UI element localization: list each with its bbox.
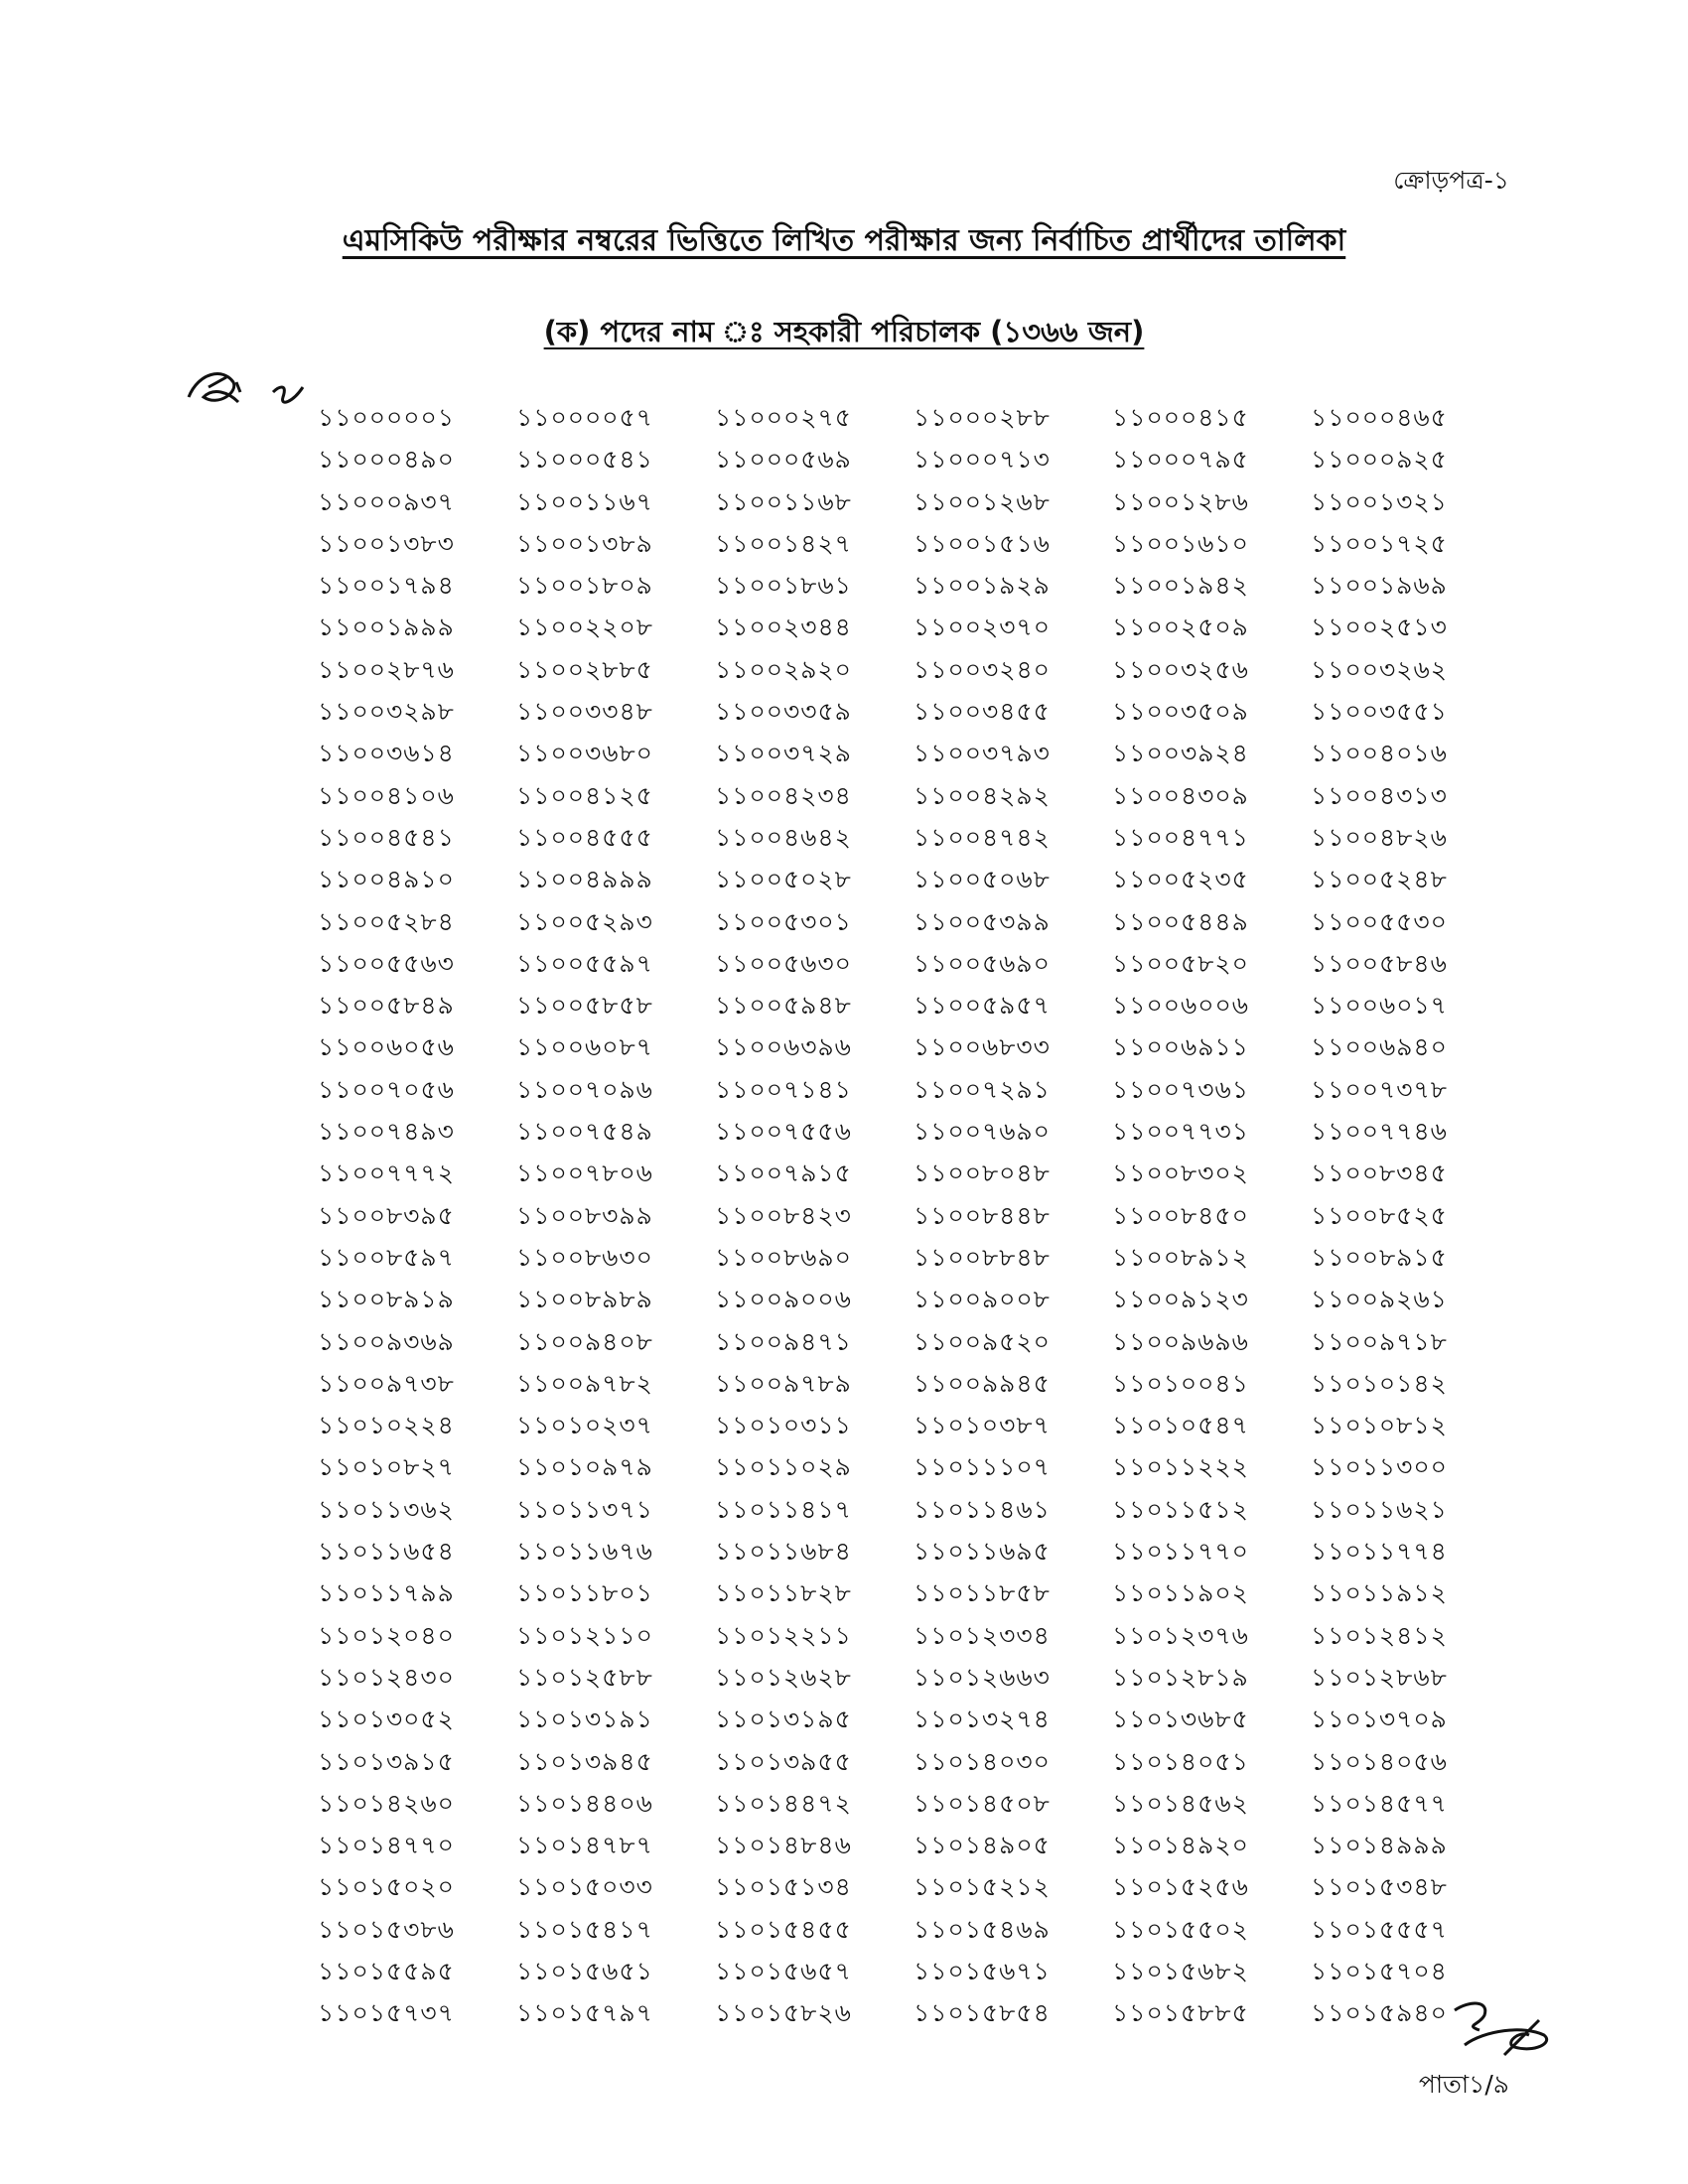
roll-number: ১১০০৭৩৬১: [1112, 1074, 1249, 1104]
roll-number: ১১০১৫৩৪৮: [1311, 1872, 1448, 1902]
roll-number: ১১০০৭৩৭৮: [1311, 1074, 1448, 1104]
roll-number: ১১০০৮৯১৯: [318, 1285, 455, 1314]
roll-number: ১১০০৭৭৩১: [1112, 1117, 1249, 1147]
roll-number: ১১০০৬০১৭: [1311, 991, 1448, 1021]
roll-number: ১১০০০৫৬৯: [715, 445, 852, 475]
annex-label: ক্রোড়পত্র-১: [1393, 166, 1509, 195]
roll-number: ১১০০৩৫৫১: [1311, 697, 1448, 727]
roll-number: ১১০১৫০২০: [318, 1872, 455, 1902]
roll-number: ১১০১৩১৯১: [516, 1705, 653, 1734]
roll-number: ১১০০৫৫৬৩: [318, 948, 455, 978]
roll-number: ১১০০৩৬৮০: [516, 739, 653, 768]
roll-number: ১১০০৪৯৯৯: [516, 865, 653, 894]
roll-number: ১১০০৪৬৪২: [715, 822, 852, 852]
roll-number: ১১০০১৪২৭: [715, 528, 852, 558]
roll-number: ১১০১২২১১: [715, 1620, 852, 1650]
roll-number: ১১০০৯৩৬৯: [318, 1326, 455, 1356]
roll-number: ১১০১০৮২৭: [318, 1452, 455, 1482]
roll-number: ১১০০৫৩৯৯: [914, 906, 1051, 936]
roll-number: ১১০০১২৬৮: [914, 486, 1051, 516]
roll-number: ১১০০৯৬৯৬: [1112, 1326, 1249, 1356]
roll-number: ১১০১০১৪২: [1311, 1368, 1448, 1398]
roll-number: ১১০০৭৬৯০: [914, 1117, 1051, 1147]
roll-number: ১১০০৫৮২০: [1112, 948, 1249, 978]
roll-number: ১১০১৪০৫১: [1112, 1746, 1249, 1776]
roll-number: ১১০০০৯৩৭: [318, 486, 455, 516]
roll-number: ১১০১৪৫৬২: [1112, 1788, 1249, 1818]
roll-number: ১১০১৫৩৮৬: [318, 1914, 455, 1944]
roll-number: ১১০১২৬৬৩: [914, 1662, 1051, 1692]
roll-number: ১১০০২৮৭৬: [318, 654, 455, 684]
roll-number: ১১০০৮৯১২: [1112, 1242, 1249, 1272]
roll-number: ১১০১৩০৫২: [318, 1705, 455, 1734]
roll-number: ১১০০৩২৪০: [914, 654, 1051, 684]
roll-number: ১১০১৫৪৫৫: [715, 1914, 852, 1944]
roll-number: ১১০১৪২৬০: [318, 1788, 455, 1818]
roll-number: ১১০০০২৭৫: [715, 403, 852, 432]
roll-number: ১১০০৭৯১৫: [715, 1159, 852, 1188]
roll-number: ১১০০১২৮৬: [1112, 486, 1249, 516]
roll-number: ১১০০১৯৯৯: [318, 613, 455, 642]
roll-number: ১১০১১৪৬১: [914, 1494, 1051, 1524]
roll-number: ১১০০৮৮৪৮: [914, 1242, 1051, 1272]
roll-number: ১১০১১৭৭৪: [1311, 1537, 1448, 1567]
roll-number: ১১০১২৫৮৮: [516, 1662, 653, 1692]
roll-number: ১১০০৫২৪৮: [1311, 865, 1448, 894]
roll-number: ১১০০০৯২৫: [1311, 445, 1448, 475]
roll-number: ১১০০১৩৮৩: [318, 528, 455, 558]
roll-number: ১১০০৭৭৭২: [318, 1159, 455, 1188]
roll-number: ১১০০২৫১৩: [1311, 613, 1448, 642]
roll-number: ১১০০৪৫৪১: [318, 822, 455, 852]
roll-number: ১১০১০৯৭৯: [516, 1452, 653, 1482]
roll-number: ১১০০১৭২৫: [1311, 528, 1448, 558]
roll-number: ১১০০১৩৮৯: [516, 528, 653, 558]
roll-number: ১১০০৮৪৪৮: [914, 1200, 1051, 1230]
roll-number: ১১০১২৩৩৪: [914, 1620, 1051, 1650]
roll-number: ১১০১১৭৯৯: [318, 1578, 455, 1608]
roll-number: ১১০০১৯৪২: [1112, 571, 1249, 601]
roll-number: ১১০০৬০০৬: [1112, 991, 1249, 1021]
roll-number: ১১০০৫৫৩০: [1311, 906, 1448, 936]
roll-number: ১১০০৫০৬৮: [914, 865, 1051, 894]
roll-number: ১১০০৮৫২৫: [1311, 1200, 1448, 1230]
document-title: [0, 216, 1688, 267]
roll-number: ১১০০৪৫৫৫: [516, 822, 653, 852]
roll-number: ১১০০১৯২৯: [914, 571, 1051, 601]
roll-number: ১১০১৪৯৯৯: [1311, 1831, 1448, 1860]
roll-number: ১১০১৪৮৪৬: [715, 1831, 852, 1860]
roll-number: ১১০১২১১০: [516, 1620, 653, 1650]
roll-number: ১১০০৪৮২৬: [1311, 822, 1448, 852]
roll-number: ১১০০২৩৪৪: [715, 613, 852, 642]
roll-number: ১১০০৩২৯৮: [318, 697, 455, 727]
roll-number: ১১০০৪১০৬: [318, 780, 455, 810]
roll-number: ১১০১৩৭০৯: [1311, 1705, 1448, 1734]
page-number: পাতা১/৯: [1418, 2070, 1509, 2099]
roll-number: ১১০০৫০২৮: [715, 865, 852, 894]
roll-number: ১১০০৭৭৪৬: [1311, 1117, 1448, 1147]
roll-number: ১১০০০০০১: [318, 403, 455, 432]
roll-number: ১১০০১১৬৮: [715, 486, 852, 516]
roll-number: ১১০০৫৬৩০: [715, 948, 852, 978]
roll-number: ১১০১০২২৪: [318, 1411, 455, 1440]
roll-number: ১১০০৮৯১৫: [1311, 1242, 1448, 1272]
roll-number: ১১০১১৮২৮: [715, 1578, 852, 1608]
roll-number: ১১০১৪০৩০: [914, 1746, 1051, 1776]
roll-number: ১১০১২৪৩০: [318, 1662, 455, 1692]
roll-number: ১১০০৪৩১৩: [1311, 780, 1448, 810]
roll-number: ১১০০৮৪২৩: [715, 1200, 852, 1230]
roll-number: ১১০০০৪৬৫: [1311, 403, 1448, 432]
roll-number: ১১০০৮৯৮৯: [516, 1285, 653, 1314]
roll-number: ১১০১৫৫৫৭: [1311, 1914, 1448, 1944]
roll-number: ১১০০৪৯১০: [318, 865, 455, 894]
roll-number: ১১০০৮৫৯৭: [318, 1242, 455, 1272]
roll-number: ১১০১১৬৯৫: [914, 1537, 1051, 1567]
roll-number: ১১০০৭১৪১: [715, 1074, 852, 1104]
handwritten-initial-top: [179, 352, 328, 422]
roll-number: ১১০০৫৯৪৮: [715, 991, 852, 1021]
roll-number: ১১০০৮৩৪৫: [1311, 1159, 1448, 1188]
roll-number: ১১০১৫৭৯৭: [516, 1998, 653, 2028]
roll-number: ১১০০৬৯৪০: [1311, 1032, 1448, 1062]
roll-number: ১১০০৩৬১৪: [318, 739, 455, 768]
roll-number-grid: [318, 397, 1509, 2035]
roll-number: ১১০০৭৫৫৬: [715, 1117, 852, 1147]
roll-number: ১১০০৯৭৩৮: [318, 1368, 455, 1398]
roll-number: ১১০০১৮৬১: [715, 571, 852, 601]
roll-number: ১১০১৫৬৫১: [516, 1956, 653, 1985]
roll-number: ১১০০৯৪০৮: [516, 1326, 653, 1356]
roll-number: ১১০০৫৯৫৭: [914, 991, 1051, 1021]
roll-number: ১১০০৮৩৯৫: [318, 1200, 455, 1230]
roll-number: ১১০১২০৪০: [318, 1620, 455, 1650]
roll-number: ১১০০০৪১৫: [1112, 403, 1249, 432]
roll-number: ১১০০১৮০৯: [516, 571, 653, 601]
roll-number: ১১০১৩৯১৫: [318, 1746, 455, 1776]
roll-number: ১১০১১৮০১: [516, 1578, 653, 1608]
roll-number: ১১০০৩৪৫৫: [914, 697, 1051, 727]
roll-number: ১১০১৫১৩৪: [715, 1872, 852, 1902]
roll-number: ১১০০৪৩০৯: [1112, 780, 1249, 810]
roll-number: ১১০০৩২৫৬: [1112, 654, 1249, 684]
roll-number: ১১০১১৬২১: [1311, 1494, 1448, 1524]
roll-number: ১১০০১৯৬৯: [1311, 571, 1448, 601]
roll-number: ১১০১১৩৬২: [318, 1494, 455, 1524]
roll-number: ১১০০০৭১৩: [914, 445, 1051, 475]
roll-number: ১১০০৭৫৪৯: [516, 1117, 653, 1147]
roll-number: ১১০১১৩০০: [1311, 1452, 1448, 1482]
roll-number: ১১০১৫৪১৭: [516, 1914, 653, 1944]
roll-number: ১১০০৯৭৮২: [516, 1368, 653, 1398]
roll-number: ১১০১৫০৩৩: [516, 1872, 653, 1902]
roll-number: ১১০১৫৭৩৭: [318, 1998, 455, 2028]
post-subtitle: [0, 310, 1688, 358]
roll-number: ১১০১৩৯৫৫: [715, 1746, 852, 1776]
roll-number: ১১০০৫৬৯০: [914, 948, 1051, 978]
roll-number: ১১০১৫৫০২: [1112, 1914, 1249, 1944]
roll-number: ১১০১৫২৫৬: [1112, 1872, 1249, 1902]
roll-number: ১১০০৯৫২০: [914, 1326, 1051, 1356]
roll-number: ১১০০৬৯১১: [1112, 1032, 1249, 1062]
roll-number: ১১০১১২২২: [1112, 1452, 1249, 1482]
roll-number: ১১০১৩৯৪৫: [516, 1746, 653, 1776]
roll-number: ১১০১৩২৭৪: [914, 1705, 1051, 1734]
roll-number: ১১০০০৪৯০: [318, 445, 455, 475]
roll-number: ১১০১৪৭৭০: [318, 1831, 455, 1860]
roll-number: ১১০০৭২৯১: [914, 1074, 1051, 1104]
roll-number: ১১০০২৯২০: [715, 654, 852, 684]
roll-number: ১১০০৫২৩৫: [1112, 865, 1249, 894]
roll-number: ১১০০৭০৫৬: [318, 1074, 455, 1104]
roll-number: ১১০০২২০৮: [516, 613, 653, 642]
roll-number: ১১০০৩৭৯৩: [914, 739, 1051, 768]
roll-number: ১১০১২৮৬৮: [1311, 1662, 1448, 1692]
roll-number: ১১০১৪৯০৫: [914, 1831, 1051, 1860]
roll-number: ১১০১১৩৭১: [516, 1494, 653, 1524]
post-subtitle-text: (ক) পদের নাম ঃ সহকারী পরিচালক (১৩৬৬ জন): [543, 315, 1145, 348]
roll-number: ১১০০১৫১৬: [914, 528, 1051, 558]
roll-number: ১১০০৪২৩৪: [715, 780, 852, 810]
roll-number: ১১০১০৮১২: [1311, 1411, 1448, 1440]
roll-number: ১১০১০৫৪৭: [1112, 1411, 1249, 1440]
roll-number: ১১০০৯০০৬: [715, 1285, 852, 1314]
roll-number: ১১০১১৬৮৪: [715, 1537, 852, 1567]
roll-number: ১১০০৯২৬১: [1311, 1285, 1448, 1314]
roll-number: ১১০০০৫৪১: [516, 445, 653, 475]
roll-number: ১১০০২৮৮৫: [516, 654, 653, 684]
roll-number: ১১০০৪৭৪২: [914, 822, 1051, 852]
roll-number: ১১০১৪৭৮৭: [516, 1831, 653, 1860]
roll-number: ১১০০৬৮৩৩: [914, 1032, 1051, 1062]
roll-number: ১১০১৫৫৯৫: [318, 1956, 455, 1985]
roll-number: ১১০০৮৩০২: [1112, 1159, 1249, 1188]
roll-number: ১১০০৫৮৪৯: [318, 991, 455, 1021]
roll-number: ১১০০৮৩৯৯: [516, 1200, 653, 1230]
roll-number: ১১০০৭৪৯৩: [318, 1117, 455, 1147]
roll-number: ১১০০০৭৯৫: [1112, 445, 1249, 475]
roll-number: ১১০১২৩৭৬: [1112, 1620, 1249, 1650]
roll-number: ১১০০৩৯২৪: [1112, 739, 1249, 768]
roll-number: ১১০০৫২৯৩: [516, 906, 653, 936]
roll-number: ১১০০১৩২১: [1311, 486, 1448, 516]
roll-number: ১১০০১৭৯৪: [318, 571, 455, 601]
roll-number: ১১০১৪৪০৬: [516, 1788, 653, 1818]
roll-number: ১১০১১৬৭৬: [516, 1537, 653, 1567]
roll-number: ১১০০৮৬৯০: [715, 1242, 852, 1272]
handwritten-signature: [1445, 1985, 1564, 2065]
roll-number: ১১০০৫৫৯৭: [516, 948, 653, 978]
roll-number: ১১০১২৬২৮: [715, 1662, 852, 1692]
roll-number: ১১০০৫৮৪৬: [1311, 948, 1448, 978]
roll-number: ১১০০৫৪৪৯: [1112, 906, 1249, 936]
roll-number: ১১০১৩১৯৫: [715, 1705, 852, 1734]
roll-number: ১১০০৬০৫৬: [318, 1032, 455, 1062]
roll-number: ১১০০৩২৬২: [1311, 654, 1448, 684]
roll-number: ১১০১৪০৫৬: [1311, 1746, 1448, 1776]
roll-number: ১১০০৯৭১৮: [1311, 1326, 1448, 1356]
roll-number: ১১০১১৫১২: [1112, 1494, 1249, 1524]
roll-number: ১১০০৫৮৫৮: [516, 991, 653, 1021]
roll-number: ১১০১১৮৫৮: [914, 1578, 1051, 1608]
roll-number: ১১০১৫৮৫৪: [914, 1998, 1051, 2028]
document-title-text: এমসিকিউ পরীক্ষার নম্বরের ভিত্তিতে লিখিত পরীক্ষার জন্য নির্বাচিত প্রার্থীদের তালিকা: [342, 223, 1346, 258]
roll-number: ১১০০৯০০৮: [914, 1285, 1051, 1314]
roll-number: ১১০১৪৫৭৭: [1311, 1788, 1448, 1818]
roll-number: ১১০০১১৬৭: [516, 486, 653, 516]
roll-number: ১১০০০২৮৮: [914, 403, 1051, 432]
roll-number: ১১০১৫৯৪০: [1311, 1998, 1448, 2028]
roll-number: ১১০১৫৮২৬: [715, 1998, 852, 2028]
roll-number: ১১০১০০৪১: [1112, 1368, 1249, 1398]
roll-number: ১১০১২৪১২: [1311, 1620, 1448, 1650]
roll-number: ১১০১৫৭০৪: [1311, 1956, 1448, 1985]
roll-number: ১১০০৯১২৩: [1112, 1285, 1249, 1314]
roll-number: ১১০১৪৪৭২: [715, 1788, 852, 1818]
roll-number: ১১০০৪৭৭১: [1112, 822, 1249, 852]
roll-number: ১১০১৫৬৫৭: [715, 1956, 852, 1985]
roll-number: ১১০১৫৬৮২: [1112, 1956, 1249, 1985]
roll-number: ১১০১৪৫০৮: [914, 1788, 1051, 1818]
roll-number: ১১০১১০২৯: [715, 1452, 852, 1482]
roll-number: ১১০১২৮১৯: [1112, 1662, 1249, 1692]
roll-number: ১১০১৫৪৬৯: [914, 1914, 1051, 1944]
roll-number: ১১০০৫২৮৪: [318, 906, 455, 936]
roll-number: ১১০১৫২১২: [914, 1872, 1051, 1902]
roll-number: ১১০১০২৩৭: [516, 1411, 653, 1440]
roll-number: ১১০০৮০৪৮: [914, 1159, 1051, 1188]
roll-number: ১১০১১৪১৭: [715, 1494, 852, 1524]
roll-number: ১১০১১৯০২: [1112, 1578, 1249, 1608]
roll-number: ১১০০০০৫৭: [516, 403, 653, 432]
roll-number: ১১০০৯৯৪৫: [914, 1368, 1051, 1398]
roll-number: ১১০১৫৮৮৫: [1112, 1998, 1249, 2028]
roll-number: ১১০১০৩৮৭: [914, 1411, 1051, 1440]
roll-number: ১১০০৭০৯৬: [516, 1074, 653, 1104]
roll-number: ১১০০৬০৮৭: [516, 1032, 653, 1062]
roll-number: ১১০০৩৫০৯: [1112, 697, 1249, 727]
roll-number: ১১০০৪২৯২: [914, 780, 1051, 810]
roll-number: ১১০০৬৩৯৬: [715, 1032, 852, 1062]
roll-number: ১১০০৯৪৭১: [715, 1326, 852, 1356]
roll-number: ১১০০৮৬৩০: [516, 1242, 653, 1272]
roll-number: ১১০১১৭৭০: [1112, 1537, 1249, 1567]
roll-number: ১১০১১৯১২: [1311, 1578, 1448, 1608]
roll-number: ১১০১১৬৫৪: [318, 1537, 455, 1567]
roll-number: ১১০১০৩১১: [715, 1411, 852, 1440]
roll-number: ১১০০৭৮০৬: [516, 1159, 653, 1188]
roll-number: ১১০০৩৩৫৯: [715, 697, 852, 727]
roll-number: ১১০০৪১২৫: [516, 780, 653, 810]
roll-number: ১১০০৫৩০১: [715, 906, 852, 936]
roll-number: ১১০০৩৩৪৮: [516, 697, 653, 727]
roll-number: ১১০১৪৯২০: [1112, 1831, 1249, 1860]
roll-number: ১১০০৮৪৫০: [1112, 1200, 1249, 1230]
roll-number: ১১০০৪০১৬: [1311, 739, 1448, 768]
roll-number: ১১০০২৫০৯: [1112, 613, 1249, 642]
roll-number: ১১০১৩৬৮৫: [1112, 1705, 1249, 1734]
roll-number: ১১০০২৩৭০: [914, 613, 1051, 642]
roll-number: ১১০০৩৭২৯: [715, 739, 852, 768]
roll-number: ১১০১১১০৭: [914, 1452, 1051, 1482]
roll-number: ১১০০১৬১০: [1112, 528, 1249, 558]
roll-number: ১১০১৫৬৭১: [914, 1956, 1051, 1985]
roll-number: ১১০০৯৭৮৯: [715, 1368, 852, 1398]
